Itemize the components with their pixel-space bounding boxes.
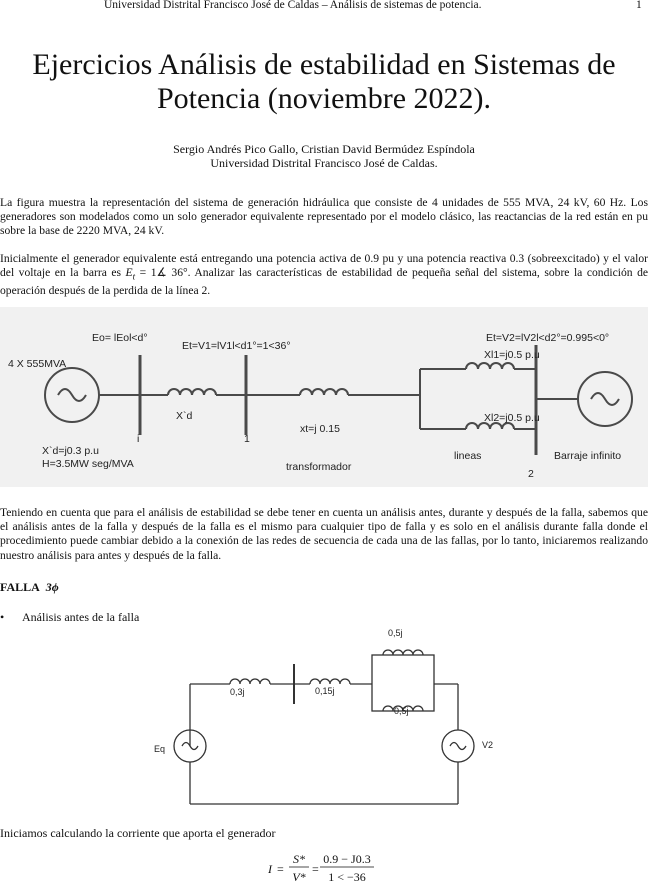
label-x-top: 0,5j — [388, 628, 403, 638]
label-x-bottom: 0,5j — [394, 706, 409, 716]
equation-svg — [0, 852, 648, 884]
xd-reactance-coil-icon — [168, 389, 216, 395]
math-et-subscript: t — [132, 271, 136, 282]
label-x-gen: 0,3j — [230, 687, 245, 697]
math-et-symbol: E — [125, 266, 133, 280]
bullet-text: Análisis antes de la falla — [22, 610, 140, 624]
gen-reactance-coil-icon — [230, 679, 270, 684]
upper-line-coil-icon — [383, 650, 423, 655]
author-names: Sergio Andrés Pico Gallo, Cristian David Bermúdez Espíndola — [173, 142, 475, 156]
label-eq: Eq — [154, 744, 166, 754]
equivalent-circuit-figure — [154, 624, 500, 814]
label-xd: X`d — [176, 410, 193, 422]
eq-den1: V* — [292, 870, 306, 884]
label-bus-1: 1 — [244, 433, 250, 445]
parallel-lines-frame — [372, 655, 434, 711]
paragraph-intro — [0, 196, 648, 239]
generator-sine-icon — [58, 389, 86, 401]
label-transformer: transformador — [286, 461, 352, 473]
falla-heading-text: FALLA — [0, 580, 40, 594]
system-diagram-figure — [0, 307, 648, 487]
label-gen-units: 4 X 555MVA — [8, 358, 67, 370]
label-x-trafo: 0,15j — [315, 686, 335, 696]
equivalent-circuit-svg — [154, 624, 500, 814]
eq-equals-2: = — [312, 862, 319, 876]
paragraph-intro-text: La figura muestra la representación del sistema de generación hidráulica que consiste de 4 unidades de 555 MVA, 24 kV, 60 Hz. Los generadores son modelados como un solo generador equivalente representado por el modelo clásico, las reactancias de la red están en pu sobre la base de 2220 MVA, 24 kV. — [0, 196, 648, 238]
line1-coil-icon — [466, 363, 514, 369]
section-heading-falla — [0, 580, 59, 595]
label-v2: V2 — [482, 740, 494, 750]
label-bus-i: i — [137, 433, 140, 445]
infinite-bus-sine-icon — [591, 393, 619, 405]
label-bus-2: 2 — [528, 468, 534, 480]
page-number: 1 — [636, 0, 642, 11]
title-line-2: Potencia (noviembre 2022). — [156, 82, 492, 115]
label-lines: lineas — [454, 450, 482, 462]
conditions-text-after: . Analizar las características de estabilidad de pequeña señal del sistema, sobre la condición de operación después de la perdida de la línea 2. — [0, 266, 648, 297]
falla-phi-symbol: 3ϕ — [45, 580, 59, 594]
label-eb: Et=V2=lV2l<d2°=0.995<0° — [486, 332, 610, 344]
eq-equals-1: = — [277, 862, 284, 876]
conditions-text-before: Inicialmente el generador equivalente está entregando una potencia activa de 0.9 pu y una potencia reactiva 0.3 (sobreexcitado) y el valor del voltaje en la barra es — [0, 252, 648, 280]
paragraph-conditions-text — [0, 252, 648, 298]
system-diagram-svg — [0, 307, 648, 487]
current-equation — [0, 852, 648, 884]
eq-num1: S* — [293, 852, 305, 866]
running-title: Universidad Distrital Francisco José de Caldas – Análisis de sistemas de potencia. — [104, 0, 482, 11]
label-xt: xt=j 0.15 — [300, 423, 340, 435]
label-xl1: Xl1=j0.5 p.u — [484, 349, 540, 361]
bullet-dot: • — [0, 610, 5, 624]
eq-den2: 1 < −36 — [328, 870, 366, 884]
paragraph-analysis — [0, 506, 648, 563]
transformer-coil-icon — [300, 389, 348, 395]
math-et-value: = 1∡ 36° — [135, 266, 188, 280]
paper-title — [0, 48, 648, 116]
running-header — [0, 0, 648, 14]
label-xd-value: X`d=j0.3 p.u — [42, 445, 99, 457]
author-affiliation: Universidad Distrital Francisco José de Caldas. — [210, 156, 438, 170]
title-line-1: Ejercicios Análisis de estabilidad en Sistemas de — [32, 48, 616, 81]
author-block — [0, 142, 648, 170]
label-infinite-bus: Barraje infinito — [554, 450, 622, 462]
eq-num2: 0.9 − J0.3 — [323, 852, 371, 866]
paragraph-analysis-text: Teniendo en cuenta que para el análisis de estabilidad se debe tener en cuenta un análisis antes, durante y después de la falla, sabemos que el análisis antes de la falla y después de la falla es el mismo para cualquier tipo de falla y es solo en el análisis durante falla donde el procedimiento puede cambiar debido a la conexión de las redes de secuencia de cada una de las fallas, por lo tanto, iniciaremos realizando nuestro análisis para antes y después de la falla. — [0, 506, 648, 562]
label-et: Et=V1=lV1l<d1°=1<36° — [182, 340, 291, 352]
label-xl2: Xl2=j0.5 p.u — [484, 412, 540, 424]
calculation-intro: Iniciamos calculando la corriente que aporta el generador — [0, 826, 276, 840]
label-inertia: H=3.5MW seg/MVA — [42, 458, 134, 470]
eq-lhs: I — [268, 862, 272, 876]
trafo-reactance-coil-icon — [310, 679, 350, 684]
paragraph-conditions — [0, 252, 648, 298]
label-eo: Eo= lEol<d° — [92, 332, 148, 344]
v2-sine-icon — [450, 743, 466, 750]
